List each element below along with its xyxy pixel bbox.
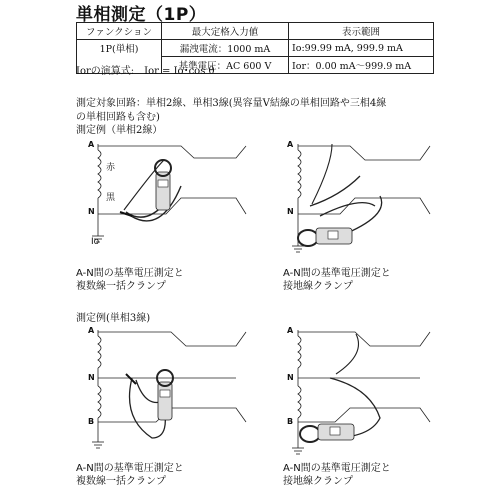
label-io: Io: [91, 237, 100, 247]
caption-tl-line1: A-N間の基準電圧測定と: [76, 268, 184, 279]
caption-br-line2: 接地線クランプ: [283, 476, 353, 487]
label-n: N: [287, 207, 294, 216]
clamp-meter-icon: [157, 370, 173, 420]
label-b: B: [88, 417, 95, 426]
cell-function: 1P(単相): [77, 40, 162, 74]
clamp-meter-icon: [298, 228, 352, 246]
label-a: A: [88, 140, 95, 149]
label-a: A: [287, 140, 294, 149]
clamp-meter-icon: [300, 424, 354, 442]
cell-input: 漏洩電流：1000 mA: [162, 40, 289, 57]
diagram-3wire-bundle: [76, 324, 256, 454]
label-black: 黒: [106, 193, 116, 203]
page-title: 単相測定（1P）: [76, 5, 207, 25]
caption-tr-line2: 接地線クランプ: [283, 281, 353, 292]
label-b: B: [287, 417, 294, 426]
caption-tl-line2: 複数線一括クランプ: [76, 281, 166, 292]
caption-tr-line1: A-N間の基準電圧測定と: [283, 268, 391, 279]
caption-bl-line1: A-N間の基準電圧測定と: [76, 463, 184, 474]
label-red: 赤: [106, 163, 116, 173]
label-n: N: [88, 207, 95, 216]
cell-input: 基準電圧：AC 600 V: [162, 57, 289, 74]
header-function: ファンクション: [77, 23, 162, 40]
label-n: N: [88, 373, 95, 382]
label-a: A: [88, 326, 95, 335]
diagram-3wire-ground: [280, 324, 460, 454]
table-row: [77, 40, 434, 57]
caption-bl-line2: 複数線一括クランプ: [76, 476, 166, 487]
target-circuit-line2: の単相回路も含む): [76, 112, 160, 123]
label-n: N: [287, 373, 294, 382]
header-display-range: 表示範囲: [289, 23, 434, 40]
diagram-2wire-ground: [280, 136, 460, 256]
target-circuit-line1: 測定対象回路：単相2線、単相3線(異容量V結線の単相回路や三相4線: [76, 98, 387, 109]
cell-range: Io:99.99 mA, 999.9 mA: [289, 40, 434, 57]
cell-range: Ior：0.00 mA～999.9 mA: [289, 57, 434, 74]
header-max-input: 最大定格入力値: [162, 23, 289, 40]
table-header-row: [77, 23, 434, 40]
formula-text: Iorの演算式: Ior = Io･cos θ: [76, 66, 215, 77]
caption-br-line1: A-N間の基準電圧測定と: [283, 463, 391, 474]
example1-title: 測定例（単相2線）: [76, 125, 163, 136]
diagram-2wire-bundle: [76, 136, 256, 256]
label-a: A: [287, 326, 294, 335]
example2-title: 測定例(単相3線): [76, 313, 151, 324]
